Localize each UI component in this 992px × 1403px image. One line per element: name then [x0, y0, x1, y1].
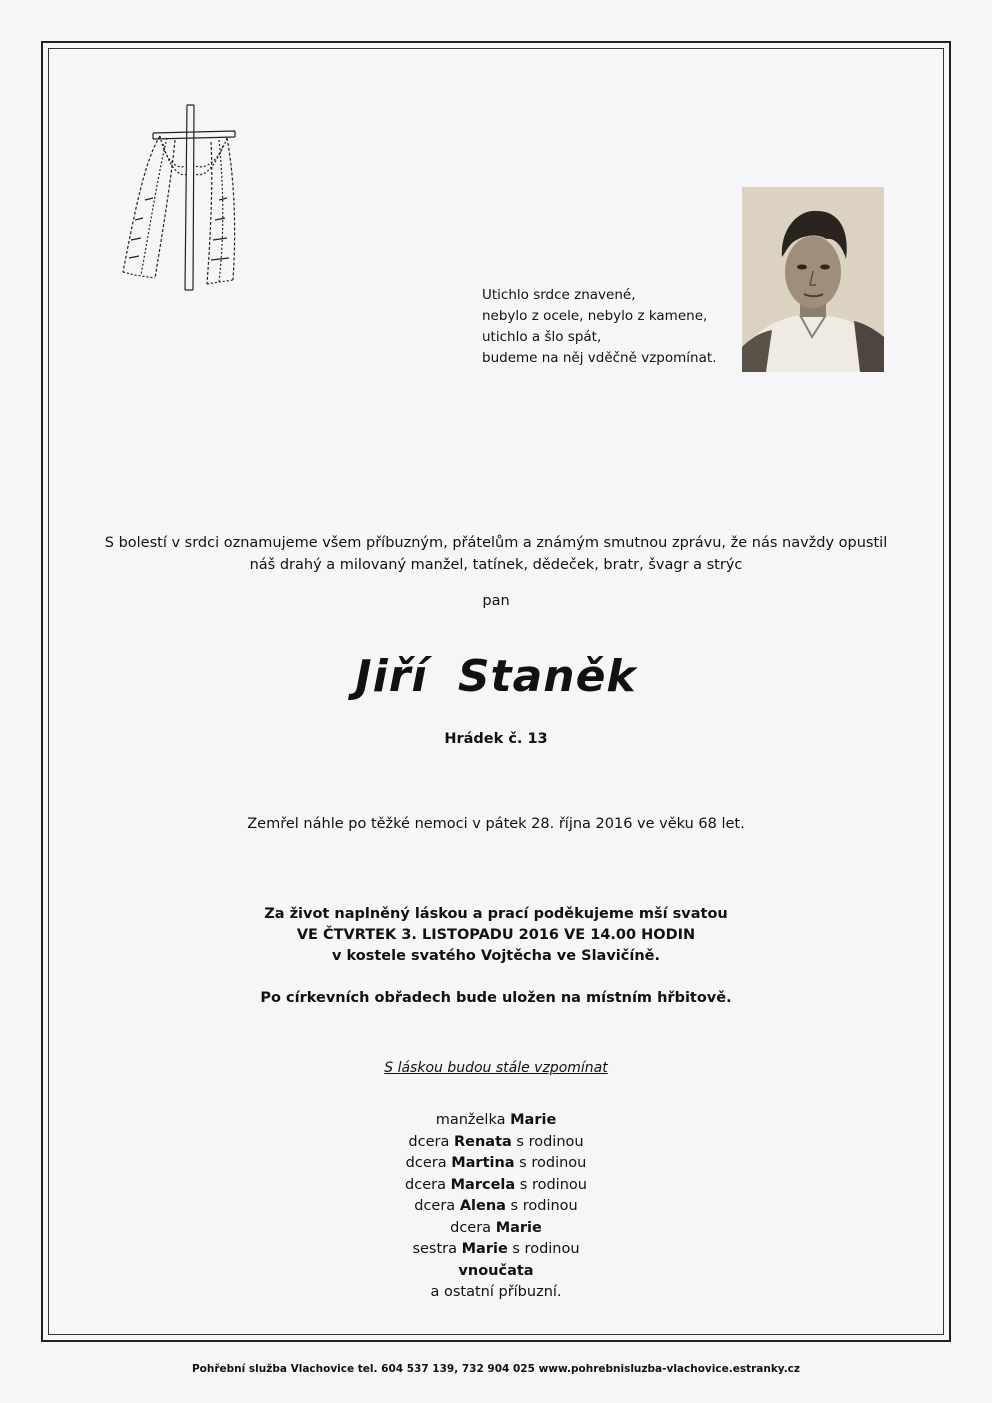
death-notice: Zemřel náhle po těžké nemoci v pátek 28. října 2016 ve věku 68 let. [247, 816, 745, 832]
funeral-line-2: VE ČTVRTEK 3. LISTOPADU 2016 VE 14.00 HODIN [296, 927, 696, 943]
mourners-heading: S láskou budou stále vzpomínat [384, 1060, 608, 1076]
intro-line-1: S bolestí v srdci oznamujeme všem příbuzným, přátelům a známým smutnou zprávu, že nás navždy opustil [104, 535, 888, 551]
poem [482, 285, 716, 369]
mourner-item: manželka Marie [435, 1112, 557, 1128]
poem-line: Utichlo srdce znavené, [482, 287, 636, 303]
cross-with-cloth-illustration [115, 100, 245, 295]
mourner-item: dcera Marie [450, 1219, 542, 1236]
funeral-service-footer: Pohřební služba Vlachovice tel. 604 537 139, 732 904 025 www.pohrebnisluzba-vlachovice.estranky.cz [191, 1363, 801, 1375]
poem-line: utichlo a šlo spát, [482, 329, 602, 345]
intro-line-2: náš drahý a milovaný manžel, tatínek, dědeček, bratr, švagr a strýc [249, 557, 743, 573]
poem-line: nebylo z ocele, nebylo z kamene, [482, 308, 708, 324]
deceased-address: Hrádek č. 13 [444, 731, 548, 747]
deceased-name: Jiří Staněk [355, 651, 637, 702]
salutation: pan [482, 593, 510, 609]
funeral-info [0, 904, 992, 967]
portrait-photo [742, 187, 884, 372]
funeral-line-3: v kostele svatého Vojtěcha ve Slavičíně. [332, 948, 660, 964]
mourner-item: dcera Martina s rodinou [405, 1155, 587, 1171]
mourner-item: dcera Marcela s rodinou [405, 1176, 587, 1193]
portrait-illustration [742, 187, 884, 372]
mourner-item: dcera Renata s rodinou [408, 1133, 584, 1150]
mourner-item: vnoučata [458, 1262, 534, 1279]
mourner-item: sestra Marie s rodinou [412, 1241, 580, 1257]
poem-line: budeme na něj vděčně vzpomínat. [482, 350, 717, 366]
mourner-item: a ostatní příbuzní. [430, 1284, 562, 1300]
announcement-intro [0, 532, 992, 576]
funeral-line-1: Za život naplněný láskou a prací poděkujeme mší svatou [264, 906, 728, 922]
mourner-item: dcera Alena s rodinou [414, 1198, 578, 1214]
burial-info: Po církevních obřadech bude uložen na místním hřbitově. [260, 990, 732, 1006]
mourners-list [0, 1110, 992, 1304]
